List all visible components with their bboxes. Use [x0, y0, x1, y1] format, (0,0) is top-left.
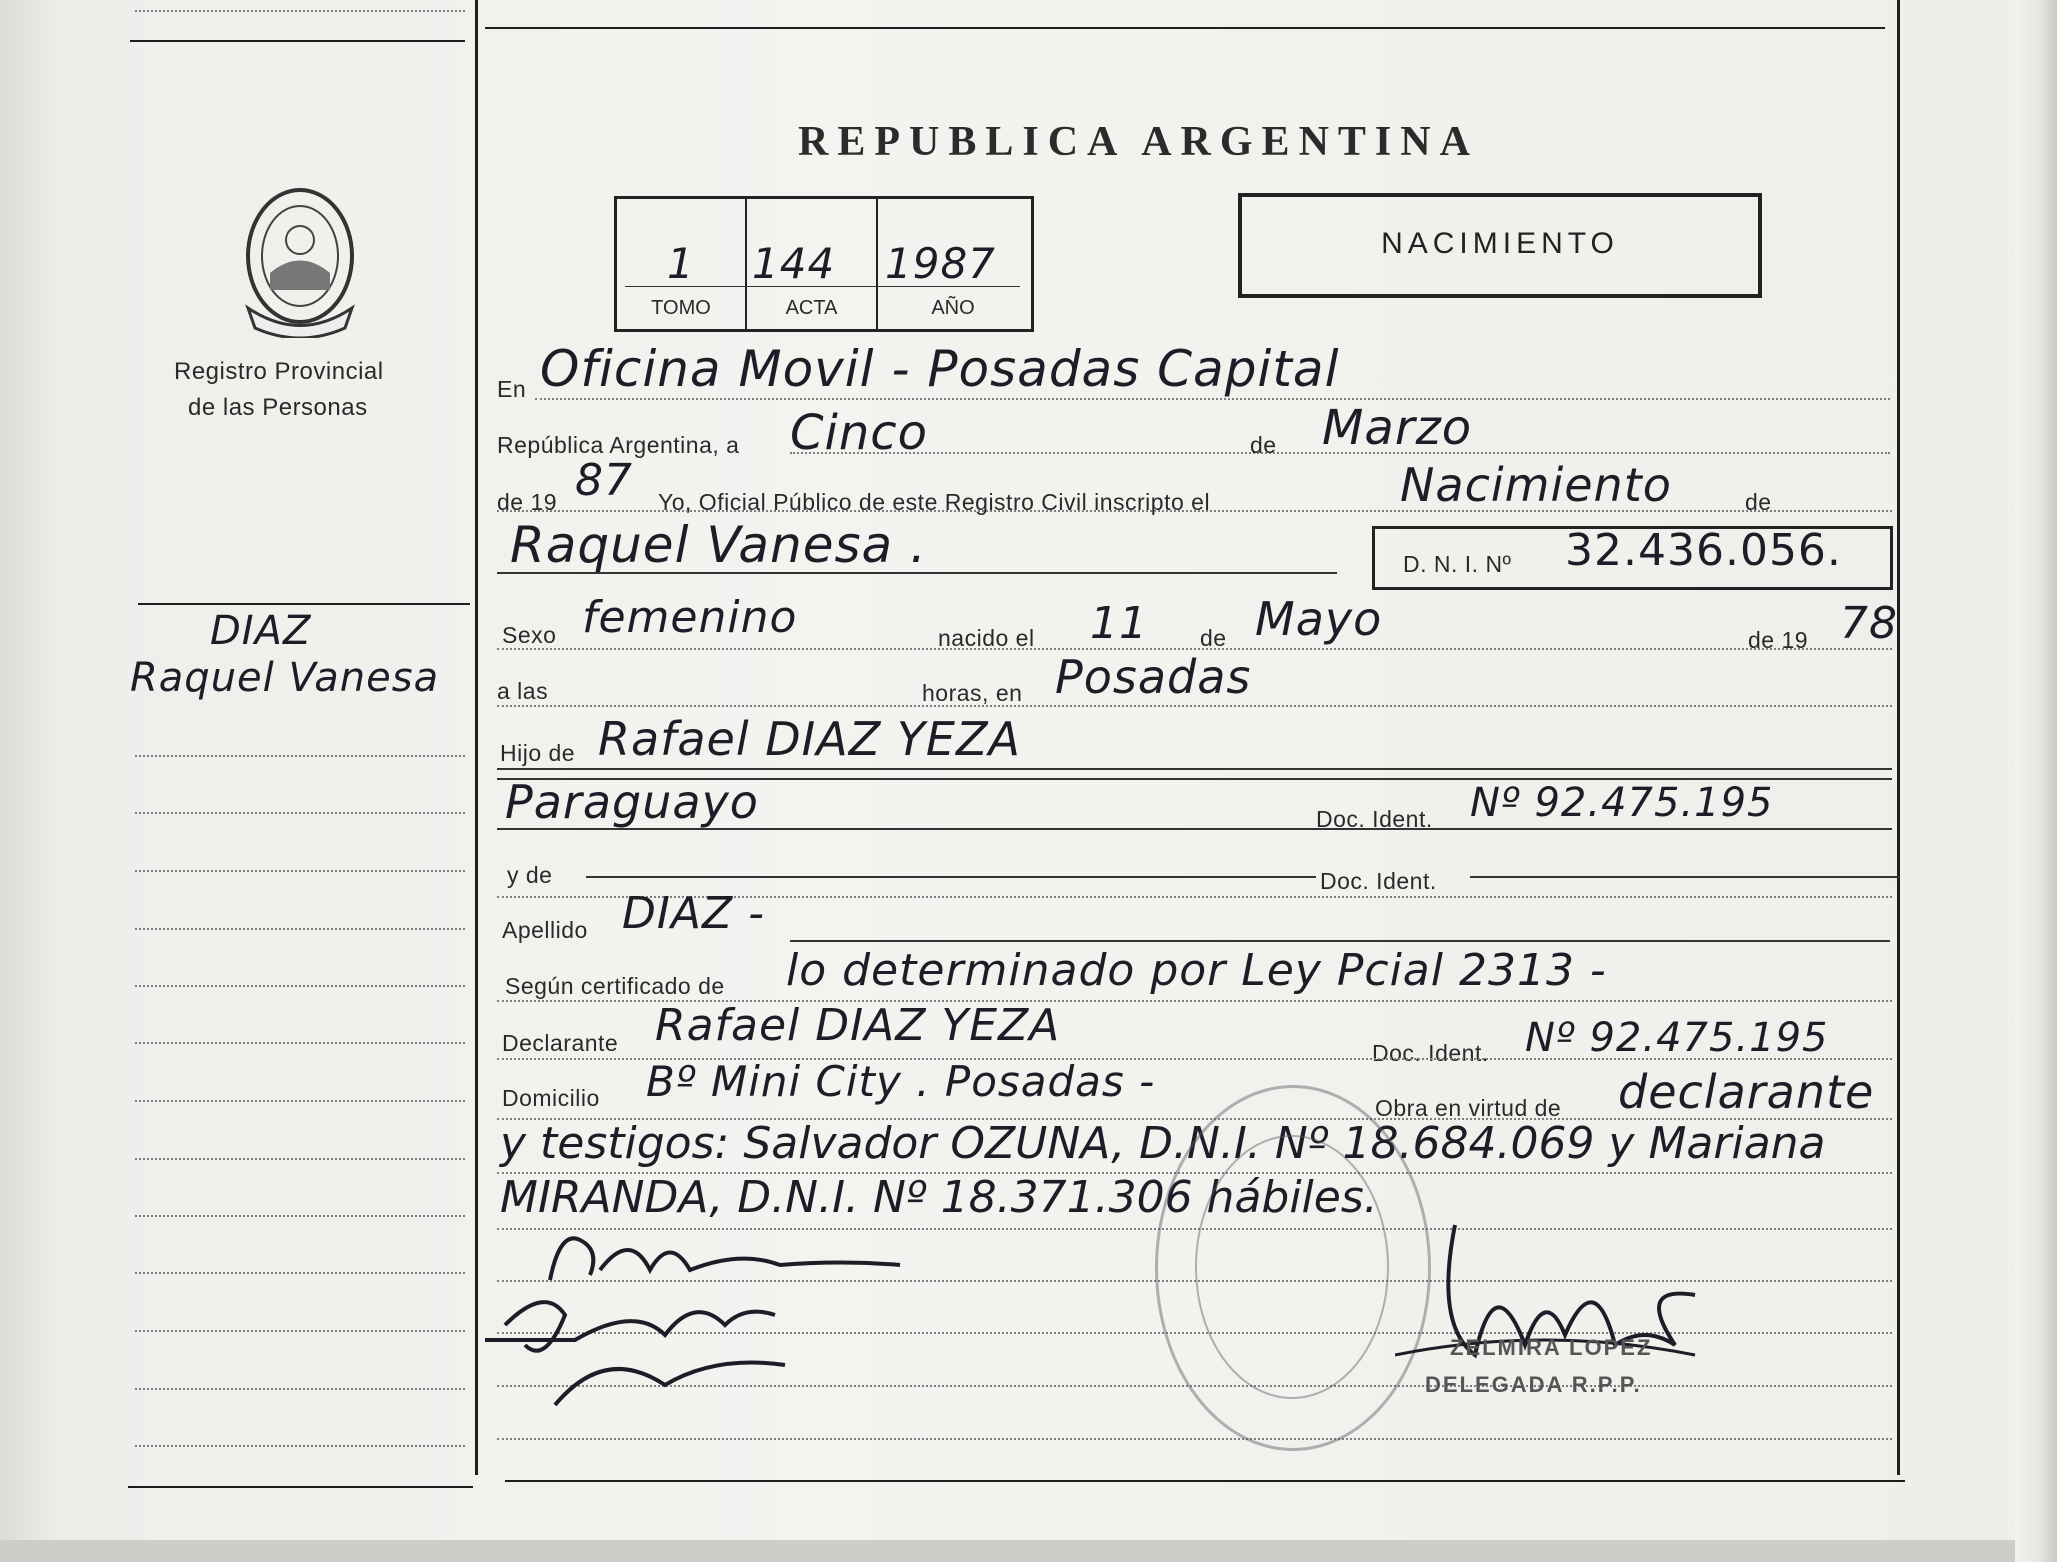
mother-doc-line: [1470, 876, 1900, 878]
declarante-value: Rafael DIAZ YEZA: [655, 1000, 1061, 1051]
horas-label: horas, en: [922, 680, 1023, 706]
apellido-value: DIAZ -: [622, 888, 765, 939]
margin-line: [135, 755, 465, 757]
apellido-label: Apellido: [502, 917, 588, 943]
page-title: REPUBLICA ARGENTINA: [798, 119, 1479, 165]
birth-year-value: 78: [1840, 598, 1898, 649]
acta-value: 144: [752, 239, 836, 288]
declarante-doc-value: Nº 92.475.195: [1525, 1015, 1829, 1061]
domicilio-label: Domicilio: [502, 1085, 600, 1111]
doc-ident-label: Doc. Ident.: [1316, 806, 1433, 832]
witnesses-line1: y testigos: Salvador OZUNA, D.N.I. Nº 18.684.069 y Mariana: [500, 1118, 1826, 1169]
registry-line1: Registro Provincial: [174, 358, 384, 385]
segun-label: Según certificado de: [505, 973, 725, 999]
en-value: Oficina Movil - Posadas Capital: [540, 340, 1340, 398]
margin-line: [135, 1042, 465, 1044]
day-value: Cinco: [790, 405, 929, 461]
mother-strike-line: [586, 876, 1316, 878]
sexo-label: Sexo: [502, 622, 557, 648]
margin-line: [135, 1330, 465, 1332]
father-nationality: Paraguayo: [505, 775, 759, 829]
registered-name: Raquel Vanesa .: [510, 516, 927, 574]
anio-value: 1987: [885, 239, 996, 288]
column-divider: [475, 0, 478, 1475]
en-line: [535, 398, 1890, 400]
margin-line: [135, 1388, 465, 1390]
margin-line: [135, 985, 465, 987]
name-line: [497, 572, 1337, 574]
top-rule-right: [485, 27, 1885, 29]
margin-rule: [138, 603, 470, 605]
margin-line: [135, 870, 465, 872]
margin-names: Raquel Vanesa: [130, 655, 440, 701]
margin-line: [135, 812, 465, 814]
record-number-box: [614, 196, 1034, 332]
official-name: ZELMIRA LOPEZ: [1450, 1335, 1653, 1360]
anio-label: AÑO: [931, 297, 975, 319]
witness-signature: [485, 1285, 845, 1415]
margin-line: [135, 928, 465, 930]
birth-day-value: 11: [1090, 598, 1148, 649]
en-label: En: [497, 376, 527, 402]
act-type-box: [1238, 193, 1762, 298]
father-name: Rafael DIAZ YEZA: [598, 712, 1021, 766]
tomo-value: 1: [667, 239, 695, 288]
hijo-line: [497, 768, 1892, 770]
de-label-2: de: [1745, 489, 1772, 515]
dni-label: D. N. I. Nº: [1403, 551, 1512, 577]
margin-line: [135, 1445, 465, 1447]
apellido-line: [790, 940, 1890, 942]
act-year-value: 87: [575, 455, 633, 506]
margin-surname: DIAZ: [210, 608, 312, 654]
bottom-rule-right: [505, 1480, 1905, 1482]
yde-label: y de: [507, 862, 553, 888]
republica-label: República Argentina, a: [497, 432, 740, 458]
tomo-label: TOMO: [651, 297, 711, 319]
birth-year-prefix: de 19: [1748, 627, 1809, 653]
margin-line: [135, 1215, 465, 1217]
yo-line: [497, 510, 1892, 512]
de-label: de: [1250, 432, 1277, 458]
margin-line: [135, 10, 465, 12]
domicilio-value: Bº Mini City . Posadas -: [646, 1057, 1156, 1106]
month-value: Marzo: [1322, 400, 1473, 456]
hijo-label: Hijo de: [500, 740, 576, 766]
margin-line: [135, 1158, 465, 1160]
doc-ident-label-2: Doc. Ident.: [1320, 868, 1437, 894]
inscripto-value: Nacimiento: [1400, 458, 1672, 512]
alas-line: [497, 705, 1892, 707]
registry-line2: de las Personas: [188, 394, 368, 421]
acta-label: ACTA: [785, 297, 838, 319]
de-label-3: de: [1200, 625, 1227, 651]
doc-ident-label-3: Doc. Ident.: [1372, 1040, 1489, 1066]
year-prefix-label: de 19: [497, 489, 558, 515]
witnesses-line2: MIRANDA, D.N.I. Nº 18.371.306 hábiles.: [500, 1172, 1378, 1223]
dni-box: [1372, 526, 1893, 590]
margin-line: [135, 1100, 465, 1102]
birth-place-value: Posadas: [1055, 650, 1252, 704]
blank-line-4: [497, 1438, 1892, 1440]
margin-line: [135, 1272, 465, 1274]
bottom-rule-left: [128, 1486, 473, 1488]
official-stamp-inner: [1195, 1135, 1389, 1399]
top-rule-left: [130, 40, 465, 42]
act-type: NACIMIENTO: [1381, 227, 1619, 260]
page-edge: [2015, 0, 2057, 1562]
official-title: DELEGADA R.P.P.: [1425, 1372, 1642, 1397]
yo-oficial-label: Yo, Oficial Público de este Registro Civil inscripto el: [658, 489, 1211, 515]
father-doc-value: Nº 92.475.195: [1470, 780, 1774, 826]
obra-value: declarante: [1618, 1065, 1875, 1119]
birth-month-value: Mayo: [1255, 592, 1383, 646]
sexo-value: femenino: [582, 592, 798, 643]
right-border: [1897, 0, 1900, 1475]
alas-label: a las: [497, 678, 549, 704]
province-seal-icon: [230, 178, 370, 338]
dni-value: 32.436.056.: [1565, 525, 1842, 576]
nationality-line: [497, 828, 1892, 830]
obra-label: Obra en virtud de: [1375, 1095, 1562, 1121]
declarante-label: Declarante: [502, 1030, 619, 1056]
nacido-label: nacido el: [938, 625, 1035, 651]
segun-value: lo determinado por Ley Pcial 2313 -: [786, 945, 1607, 996]
